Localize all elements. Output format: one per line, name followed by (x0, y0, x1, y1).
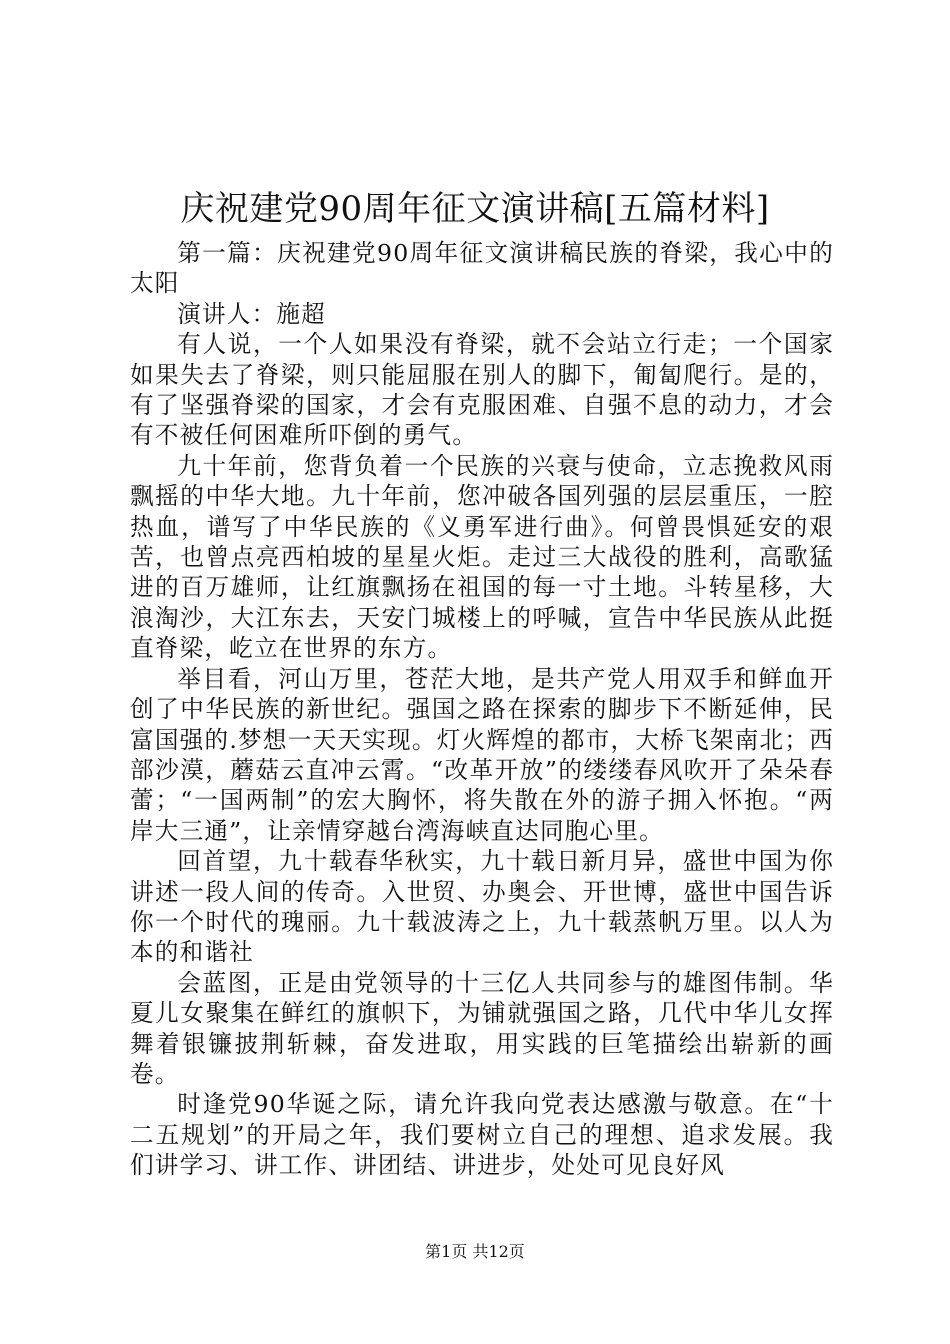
paragraph: 时逢党90华诞之际，请允许我向党表达感激与敬意。在“十二五规划”的开局之年，我们要树立自己的理想、追求发展。我们讲学习、讲工作、讲团结、讲进步，处处可见良好风 (130, 1090, 834, 1180)
paragraph-section-heading: 第一篇：庆祝建党90周年征文演讲稿民族的脊梁，我心中的太阳 (130, 239, 834, 298)
paragraph: 九十年前，您背负着一个民族的兴衰与使命，立志挽救风雨飘摇的中华大地。九十年前，您冲破各国列强的层层重压，一腔热血，谱写了中华民族的《义勇军进行曲》。何曾畏惧延安的艰苦，也曾点亮西柏坡的星星火炬。走过三大战役的胜利，高歌猛进的百万雄师，让红旗飘扬在祖国的每一寸土地。斗转星移，大浪淘沙，大江东去，天安门城楼上的呼喊，宣告中华民族从此挺直脊梁，屹立在世界的东方。 (130, 451, 834, 663)
paragraph: 有人说，一个人如果没有脊梁，就不会站立行走；一个国家如果失去了脊梁，则只能屈服在别人的脚下，匍匐爬行。是的，有了坚强脊梁的国家，才会有克服困难、自强不息的动力，才会有不被任何困难所吓倒的勇气。 (130, 330, 834, 450)
paragraph: 举目看，河山万里，苍茫大地，是共产党人用双手和鲜血开创了中华民族的新世纪。强国之路在探索的脚步下不断延伸，民富国强的.梦想一天天实现。灯火辉煌的都市，大桥飞架南北；西部沙漠，蘑菇云直冲云霄。“改革开放”的缕缕春风吹开了朵朵春蕾；“一国两制”的宏大胸怀，将失散在外的游子拥入怀抱。“两岸大三通”，让亲情穿越台湾海峡直达同胞心里。 (130, 664, 834, 845)
paragraph: 回首望，九十载春华秋实，九十载日新月异，盛世中国为你讲述一段人间的传奇。入世贸、办奥会、开世博，盛世中国告诉你一个时代的瑰丽。九十载波涛之上，九十载蒸帆万里。以人为本的和谐社 (130, 847, 834, 967)
document-title: 庆祝建党90周年征文演讲稿[五篇材料] (180, 189, 770, 229)
page-number-footer: 第1页 共12页 (425, 1242, 525, 1261)
paragraph: 会蓝图，正是由党领导的十三亿人共同参与的雄图伟制。华夏儿女聚集在鲜红的旗帜下，为铺就强国之路，几代中华儿女挥舞着银镰披荆斩棘，奋发进取，用实践的巨笔描绘出崭新的画卷。 (130, 968, 834, 1088)
document-body (130, 238, 834, 1181)
paragraph-speaker: 演讲人：施超 (177, 299, 326, 328)
